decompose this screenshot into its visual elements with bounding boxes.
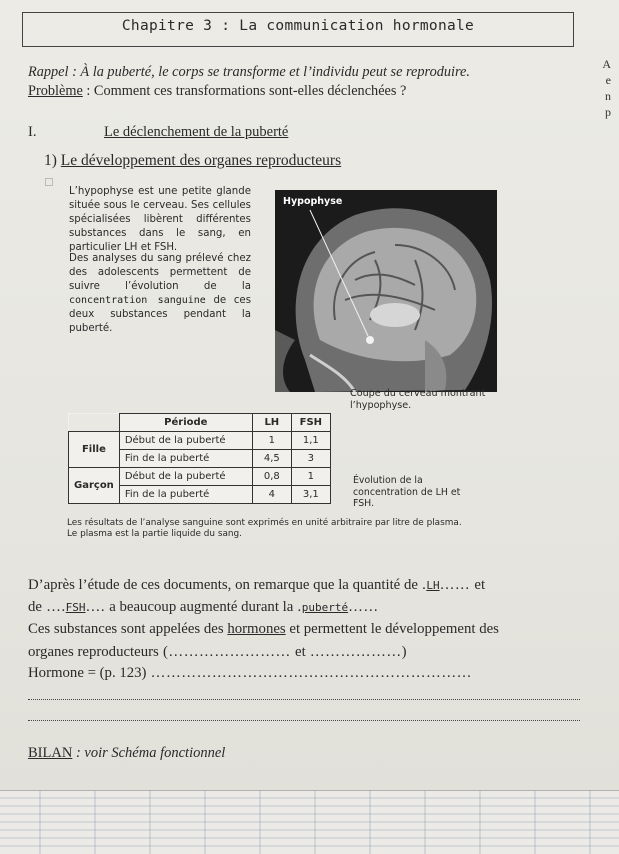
cell-lh: 4,5 (252, 450, 291, 468)
answer-line-2: de ….FSH…. a beaucoup augmenté durant la .puberté…… (28, 599, 379, 615)
probleme-line (28, 83, 406, 100)
header-lh: LH (252, 414, 291, 432)
doc-paragraph-2 (69, 252, 251, 337)
notebook-grid-paper (0, 790, 619, 854)
brain-mri-drawing (275, 190, 497, 392)
cell-lh: 0,8 (252, 468, 291, 486)
answer-line-5: Hormone = (p. 123) ……………………………………………………… (28, 665, 472, 681)
table-caption (353, 475, 460, 510)
rappel-text: À la puberté, le corps se transforme et l’individu peut se reproduire. (80, 64, 470, 80)
section-title: Le déclenchement de la puberté (104, 124, 289, 140)
caption-line-1: Coupe du cerveau montrant (350, 388, 486, 399)
subsection-heading (44, 152, 341, 170)
note-line-2: Le plasma est la partie liquide du sang. (67, 529, 242, 539)
probleme-text: : Comment ces transformations sont-elles déclenchées ? (86, 83, 407, 99)
small-checkbox-mark (45, 178, 53, 186)
table-row (69, 432, 331, 450)
cell-periode: Fin de la puberté (119, 486, 252, 504)
table-caption-line-3: FSH. (353, 498, 375, 509)
edge-char-4: p (605, 105, 611, 119)
caption-line-2: l’hypophyse. (350, 400, 412, 411)
handwritten-lh: LH (426, 579, 440, 592)
bilan-line (28, 745, 225, 762)
rappel-label: Rappel : (28, 64, 77, 80)
edge-char-1: A (602, 57, 611, 71)
handwritten-puberte: puberté (301, 601, 349, 614)
table-header-row (69, 414, 331, 432)
cell-lh: 4 (252, 486, 291, 504)
cell-fsh: 3 (291, 450, 330, 468)
header-fsh: FSH (291, 414, 330, 432)
table-row (69, 468, 331, 486)
chapter-title: Chapitre 3 : La communication hormonale (121, 18, 475, 34)
dotted-answer-line (28, 699, 580, 700)
chapter-title-box (22, 12, 574, 47)
cell-fsh: 3,1 (291, 486, 330, 504)
paragraph2-part1: Des analyses du sang prélevé chez des adolescents permettent de suivre l’évolution de la (69, 253, 251, 293)
group-garcon: Garçon (69, 468, 120, 504)
section-number: I. (28, 124, 37, 140)
answer-line-1: D’après l’étude de ces documents, on remarque que la quantité de .LH…… et (28, 577, 486, 593)
edge-char-3: n (605, 89, 611, 103)
answer-line-4: organes reproducteurs (…………………… et ………………) (28, 644, 408, 660)
table-caption-line-1: Évolution de la (353, 475, 423, 486)
rappel-line (28, 64, 470, 81)
cell-fsh: 1 (291, 468, 330, 486)
paragraph2-part2: de ces deux substances pendant la puberté. (69, 295, 251, 335)
group-fille: Fille (69, 432, 120, 468)
edge-char-2: e (605, 73, 611, 87)
header-periode: Période (119, 414, 252, 432)
image-caption (350, 388, 485, 412)
table-caption-line-2: concentration de LH et (353, 486, 461, 498)
brain-section-image (275, 190, 497, 392)
doc-paragraph-1: L’hypophyse est une petite glande située sous le cerveau. Ses cellules spécialisées libèrent différentes substances dans le sang, en particulier LH et FSH. (69, 186, 251, 254)
cell-fsh: 1,1 (291, 432, 330, 450)
cell-periode: Début de la puberté (119, 468, 252, 486)
hypophyse-label: Hypophyse (283, 196, 343, 207)
section-heading (28, 124, 289, 141)
handwritten-concentration: concentration sanguine (69, 295, 206, 307)
cell-periode: Fin de la puberté (119, 450, 252, 468)
hormone-table (68, 413, 331, 504)
note-block (67, 518, 462, 540)
bilan-text: : voir Schéma fonctionnel (75, 745, 226, 761)
bilan-label: BILAN (28, 745, 73, 761)
answer-line-3: Ces substances sont appelées des hormones et permettent le développement des (28, 621, 499, 637)
subsection-number: 1) (44, 152, 57, 169)
cell-periode: Début de la puberté (119, 432, 252, 450)
probleme-label: Problème (28, 83, 83, 99)
handwritten-fsh: FSH (65, 601, 86, 614)
cell-lh: 1 (252, 432, 291, 450)
note-line-1: Les résultats de l’analyse sanguine sont exprimés en unité arbitraire par litre de plasma. (67, 518, 462, 528)
dotted-answer-line (28, 720, 580, 721)
subsection-title: Le développement des organes reproducteurs (60, 152, 342, 169)
